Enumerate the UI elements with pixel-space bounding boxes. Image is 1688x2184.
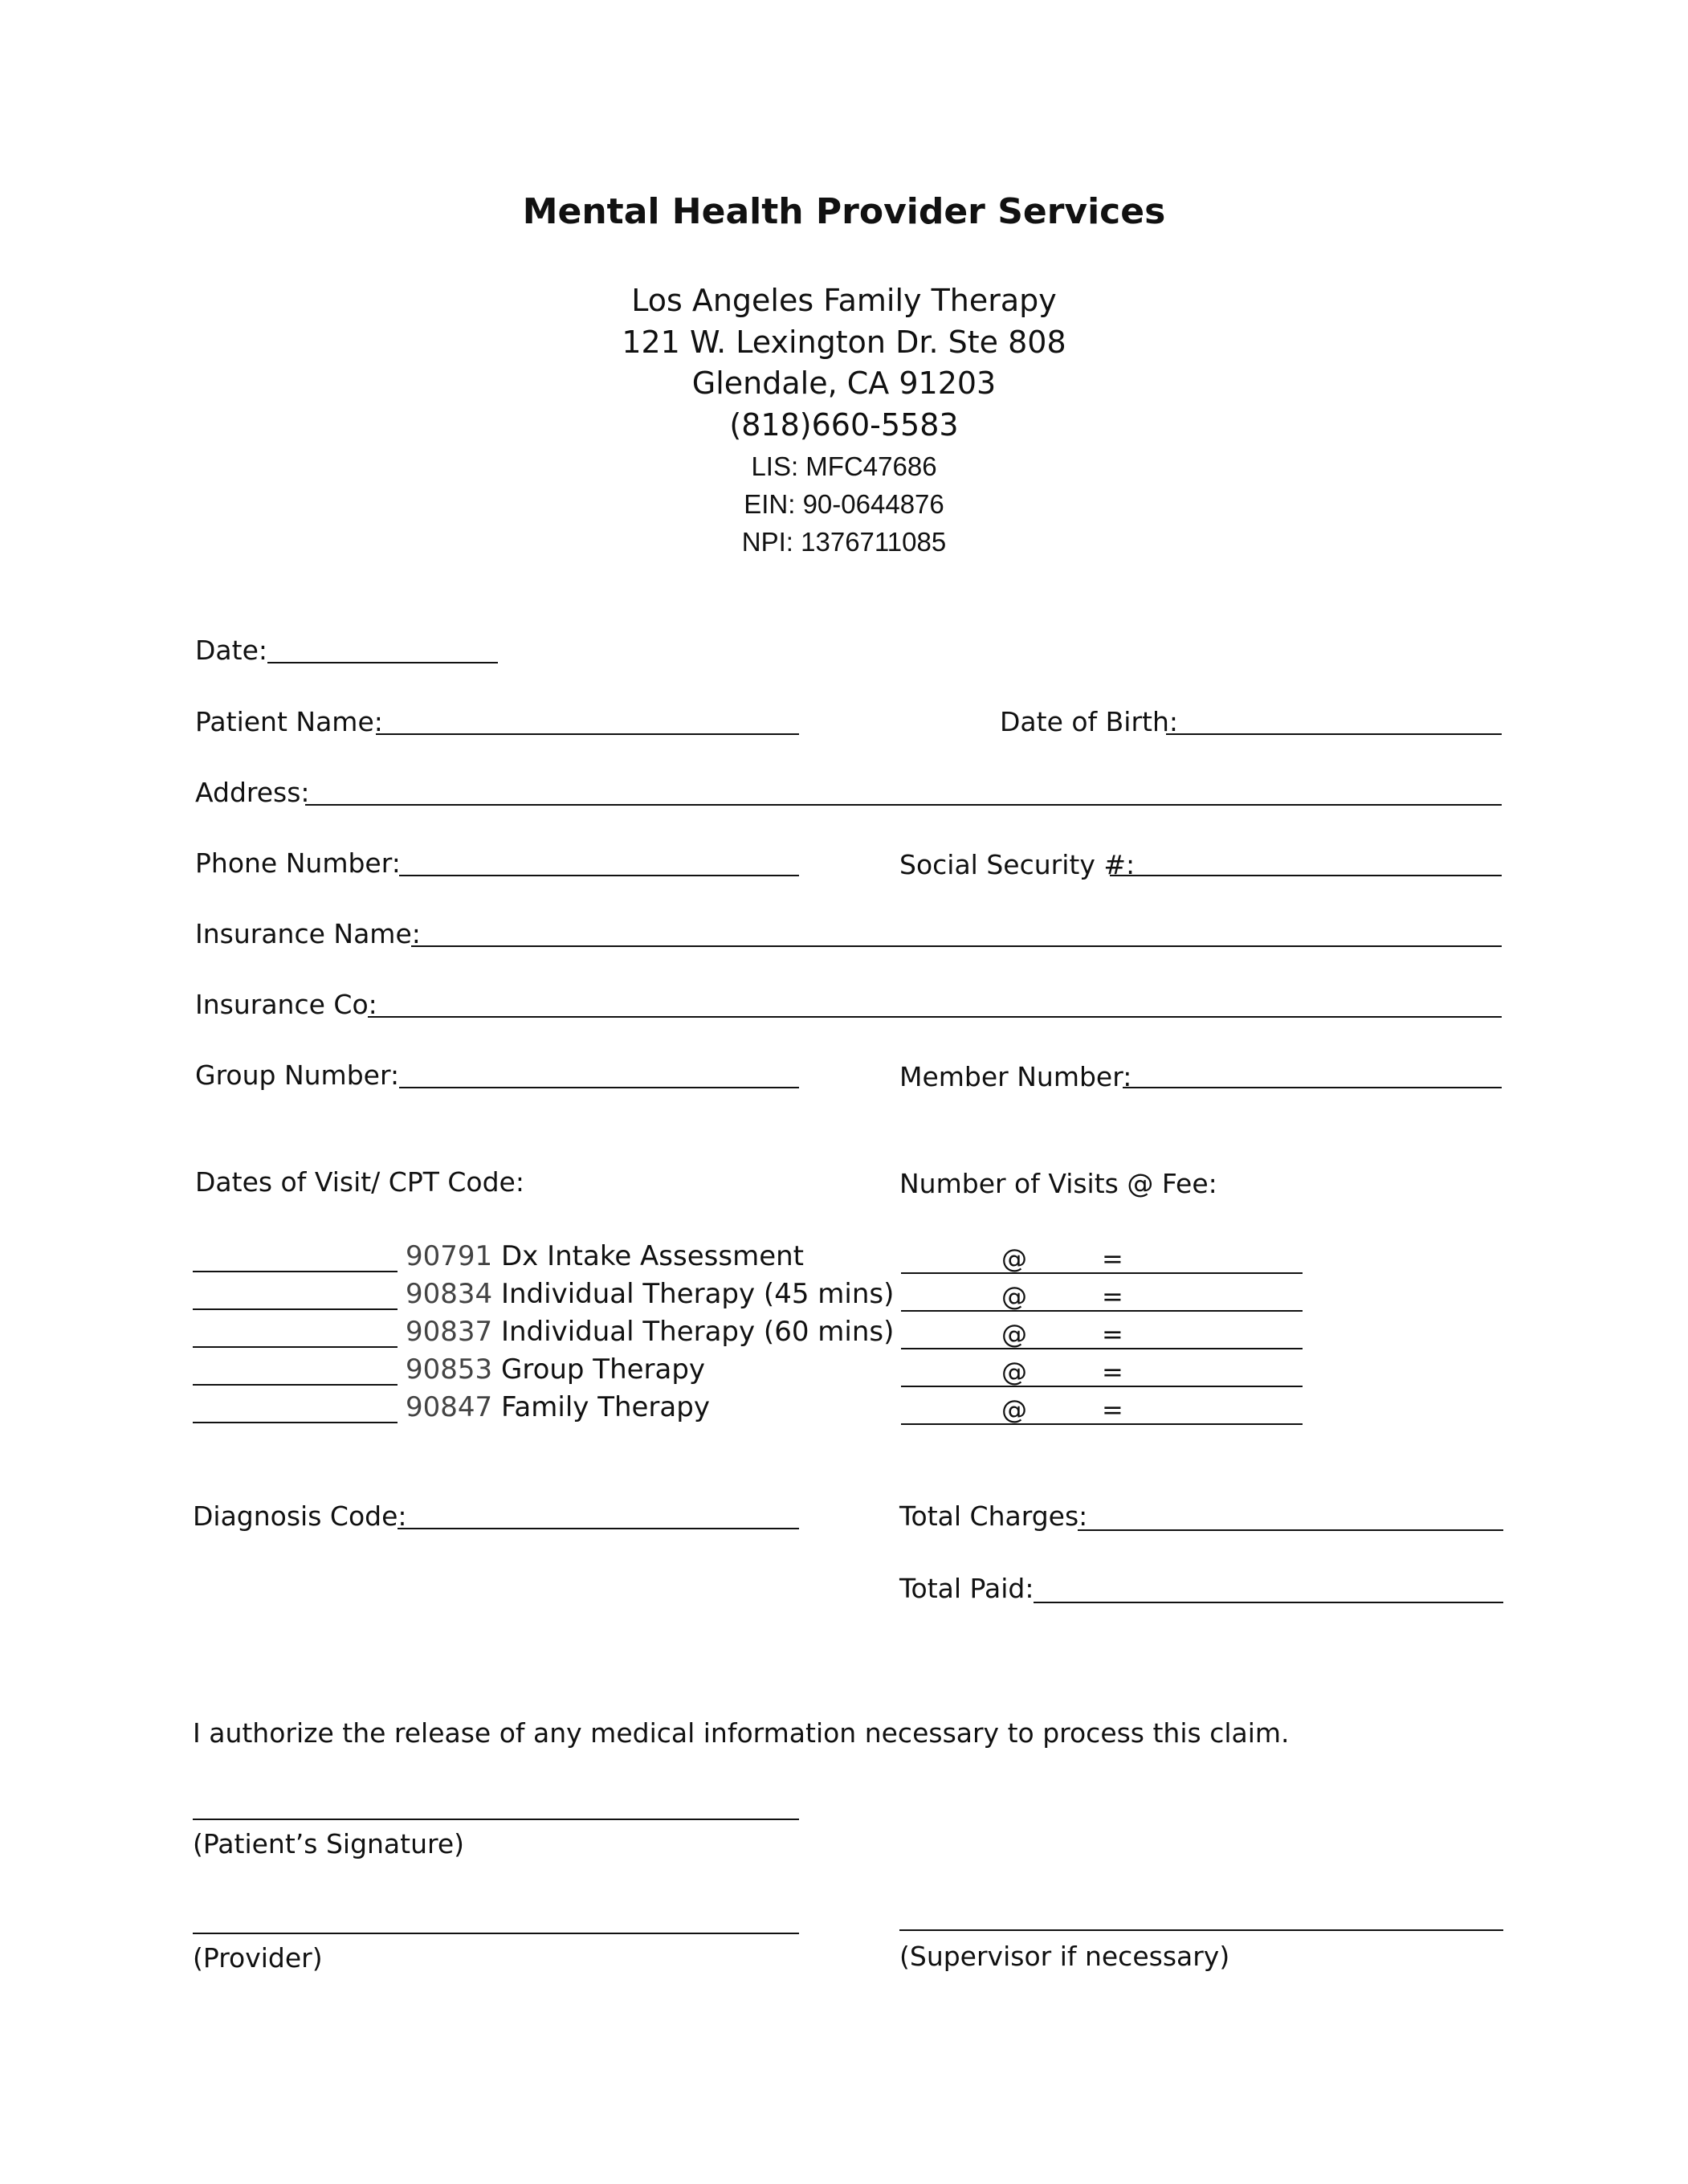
- practice-lis: LIS: MFC47686: [751, 451, 937, 481]
- cpt-row: [406, 1240, 804, 1272]
- at-sign: @: [1001, 1281, 1027, 1312]
- patient-signature-line[interactable]: [193, 1819, 799, 1820]
- cpt-description: Individual Therapy (45 mins): [500, 1278, 895, 1310]
- date-label: Date:: [195, 635, 267, 666]
- cpt-code: 90834: [406, 1278, 493, 1310]
- member-number-field[interactable]: [1123, 1087, 1502, 1088]
- cpt-row: [406, 1353, 705, 1386]
- visit-date-field[interactable]: [193, 1271, 398, 1272]
- total-charges-field[interactable]: [1078, 1529, 1503, 1531]
- visit-date-field[interactable]: [193, 1308, 398, 1310]
- cpt-row: [406, 1278, 894, 1310]
- provider-label: (Provider): [193, 1942, 323, 1974]
- cpt-description: Dx Intake Assessment: [500, 1240, 804, 1272]
- visit-date-field[interactable]: [193, 1346, 398, 1348]
- equals-sign: =: [1102, 1357, 1123, 1387]
- total-paid-field[interactable]: [1034, 1602, 1503, 1603]
- date-of-birth-label: Date of Birth:: [1000, 706, 1179, 737]
- insurance-name-field[interactable]: [411, 945, 1502, 947]
- patient-name-field[interactable]: [376, 733, 799, 735]
- phone-number-label: Phone Number:: [195, 847, 401, 879]
- dates-of-visit-heading: Dates of Visit/ CPT Code:: [195, 1166, 524, 1198]
- visit-date-field[interactable]: [193, 1384, 398, 1386]
- address-field[interactable]: [305, 804, 1502, 806]
- patient-signature-label: (Patient’s Signature): [193, 1828, 465, 1859]
- cpt-row: [406, 1391, 710, 1423]
- practice-phone: (818)660-5583: [729, 407, 959, 443]
- cpt-row: [406, 1316, 894, 1348]
- date-of-birth-field[interactable]: [1166, 733, 1502, 735]
- cpt-code: 90853: [406, 1353, 493, 1386]
- diagnosis-code-label: Diagnosis Code:: [193, 1500, 407, 1532]
- at-sign: @: [1001, 1394, 1027, 1425]
- cpt-description: Individual Therapy (60 mins): [500, 1316, 895, 1348]
- at-sign: @: [1001, 1357, 1027, 1387]
- supervisor-label: (Supervisor if necessary): [899, 1941, 1230, 1972]
- number-of-visits-heading: Number of Visits @ Fee:: [899, 1168, 1217, 1199]
- phone-number-field[interactable]: [399, 875, 799, 876]
- insurance-co-field[interactable]: [368, 1016, 1502, 1018]
- social-security-label: Social Security #:: [899, 849, 1136, 880]
- cpt-code: 90847: [406, 1391, 493, 1423]
- practice-address-line1: 121 W. Lexington Dr. Ste 808: [622, 325, 1066, 360]
- form-title: Mental Health Provider Services: [522, 191, 1166, 232]
- total-charges-label: Total Charges:: [899, 1500, 1088, 1532]
- at-sign: @: [1001, 1243, 1027, 1274]
- practice-npi: NPI: 1376711085: [741, 527, 947, 557]
- total-paid-label: Total Paid:: [899, 1573, 1034, 1604]
- cpt-code: 90791: [406, 1240, 493, 1272]
- group-number-field[interactable]: [399, 1087, 799, 1088]
- member-number-label: Member Number:: [899, 1061, 1132, 1092]
- insurance-name-label: Insurance Name:: [195, 918, 421, 949]
- group-number-label: Group Number:: [195, 1059, 400, 1091]
- date-field[interactable]: [267, 662, 498, 663]
- cpt-description: Family Therapy: [500, 1391, 710, 1423]
- cpt-code: 90837: [406, 1316, 493, 1348]
- diagnosis-code-field[interactable]: [398, 1528, 799, 1529]
- supervisor-signature-line[interactable]: [899, 1929, 1503, 1931]
- provider-signature-line[interactable]: [193, 1933, 799, 1934]
- equals-sign: =: [1102, 1243, 1123, 1274]
- patient-name-label: Patient Name:: [195, 706, 383, 737]
- equals-sign: =: [1102, 1281, 1123, 1312]
- practice-address-line2: Glendale, CA 91203: [691, 365, 997, 401]
- cpt-description: Group Therapy: [500, 1353, 706, 1386]
- address-label: Address:: [195, 777, 310, 808]
- authorization-statement: I authorize the release of any medical information necessary to process this claim.: [193, 1717, 1290, 1749]
- visit-date-field[interactable]: [193, 1422, 398, 1423]
- practice-ein: EIN: 90-0644876: [744, 489, 944, 519]
- equals-sign: =: [1102, 1394, 1123, 1425]
- social-security-field[interactable]: [1110, 875, 1502, 876]
- at-sign: @: [1001, 1319, 1027, 1349]
- equals-sign: =: [1102, 1319, 1123, 1349]
- insurance-co-label: Insurance Co:: [195, 989, 377, 1020]
- practice-name: Los Angeles Family Therapy: [631, 283, 1057, 318]
